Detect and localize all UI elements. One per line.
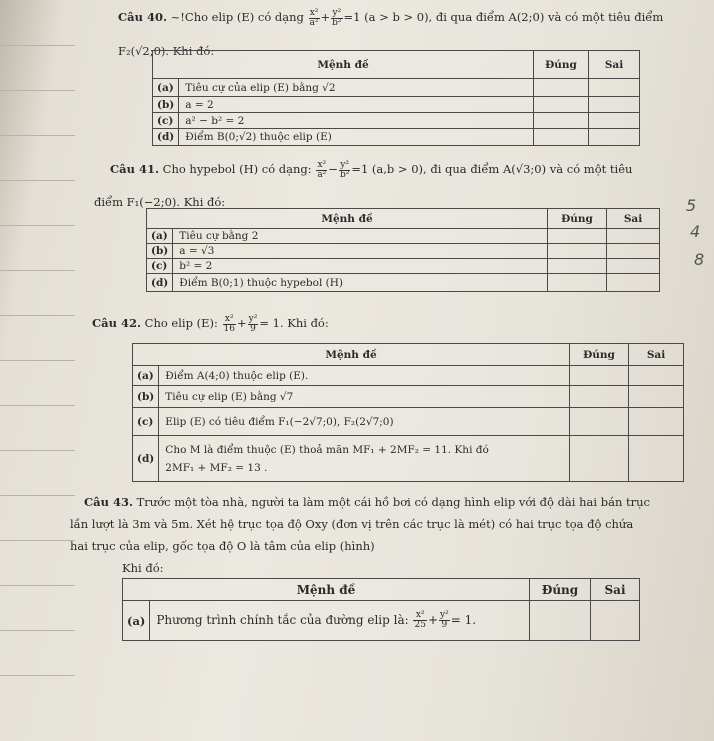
question-43-line-4: Khi đó:: [122, 561, 164, 575]
q40-answer-cell[interactable]: [589, 129, 640, 146]
q40-header-false: Sai: [589, 51, 640, 79]
q41-answer-cell[interactable]: [607, 244, 660, 259]
question-40-text-b: =1 (a > b > 0), đi qua điểm A(2;0) và có một tiêu điểm: [343, 10, 664, 24]
q42-row: (b) Tiêu cự elip (E) bằng √7: [133, 386, 684, 408]
q43-fraction-x: $\frac{\text{x²}}{25}$: [414, 610, 426, 630]
question-40-table: [152, 50, 640, 146]
q42-fraction-x: $\frac{\text{x²}}{16}$: [223, 313, 235, 334]
q41-row: (d) Điểm B(0;1) thuộc hypebol (H): [147, 274, 660, 292]
question-41-text-a: Cho hypebol (H) có dạng:: [162, 162, 312, 176]
q41-row: (b) a = √3: [147, 244, 660, 259]
question-43-line-3: hai trục của elip, gốc tọa độ O là tâm của elip (hình): [70, 539, 375, 553]
q42-header-true: Đúng: [570, 344, 629, 366]
question-40: Câu 40. ~!Cho elip (E) có dạng $\frac{\text{x²}}{\text{a²}}$ + $\frac{\text{y²}}{\text{b²}}$ =1 (a > b > 0), đi qua điểm A(2;0) và có một tiêu điểm: [118, 7, 664, 28]
q40-fraction-x: $\frac{\text{x²}}{\text{a²}}$: [309, 7, 319, 28]
q40-row: (b) a = 2: [153, 97, 640, 113]
q42-answer-cell[interactable]: [570, 436, 629, 482]
q42-answer-cell[interactable]: [629, 386, 684, 408]
q43-header-true: Đúng: [530, 579, 591, 601]
handwritten-note-8: 8: [694, 250, 705, 269]
question-40-text-c: F₂(√2;0). Khi đó:: [118, 44, 215, 58]
q40-answer-cell[interactable]: [589, 97, 640, 113]
q43-answer-cell[interactable]: [591, 601, 640, 641]
q42-answer-cell[interactable]: [570, 366, 629, 386]
q42-row: (a) Điểm A(4;0) thuộc elip (E).: [133, 366, 684, 386]
handwritten-note-5: 5: [686, 196, 697, 215]
question-42-title: Câu 42.: [92, 316, 141, 330]
q41-row: (c) b² = 2: [147, 259, 660, 274]
q43-header-false: Sai: [591, 579, 640, 601]
q42-header-statement: Mệnh đề: [133, 344, 570, 366]
question-40-title: Câu 40.: [118, 10, 167, 24]
q41-answer-cell[interactable]: [548, 244, 607, 259]
question-41-text-c: điểm F₁(−2;0). Khi đó:: [94, 195, 226, 209]
q40-answer-cell[interactable]: [534, 97, 589, 113]
q40-fraction-y: $\frac{\text{y²}}{\text{b²}}$: [332, 7, 342, 28]
q41-answer-cell[interactable]: [548, 274, 607, 292]
q40-header-statement: Mệnh đề: [153, 51, 534, 79]
q40-row: (a) Tiêu cự của elip (E) bằng √2: [153, 79, 640, 97]
question-41-table: [146, 208, 660, 292]
q41-answer-cell[interactable]: [548, 259, 607, 274]
q42-answer-cell[interactable]: [570, 408, 629, 436]
q41-header-false: Sai: [607, 209, 660, 229]
question-40-text-a: ~!Cho elip (E) có dạng: [170, 10, 304, 24]
handwritten-note-4: 4: [690, 222, 701, 241]
q43-answer-cell[interactable]: [530, 601, 591, 641]
q40-answer-cell[interactable]: [589, 79, 640, 97]
question-42: Câu 42. Cho elip (E): $\frac{\text{x²}}{16}$ + $\frac{\text{y²}}{9}$ = 1. Khi đó:: [92, 313, 329, 334]
question-42-text-a: Cho elip (E):: [144, 316, 218, 330]
question-43-line-2: lần lượt là 3m và 5m. Xét hệ trục tọa độ Oxy (đơn vị trên các trục là mét) có hai trục tọa độ chứa: [70, 517, 634, 531]
q42-answer-cell[interactable]: [629, 366, 684, 386]
question-43-table: [122, 578, 640, 641]
q42-row: (d) Cho M là điểm thuộc (E) thoả mãn MF₁ + 2MF₂ = 11. Khi đó 2MF₁ + MF₂ = 13 .: [133, 436, 684, 482]
q41-header-statement: Mệnh đề: [147, 209, 548, 229]
question-41: Câu 41. Cho hypebol (H) có dạng: $\frac{\text{x²}}{\text{a²}}$ − $\frac{\text{y²}}{\text{b²}}$ =1 (a,b > 0), đi qua điểm A(√3;0) và có một tiêu: [110, 159, 633, 180]
question-41-title: Câu 41.: [110, 162, 159, 176]
q40-row: (c) a² − b² = 2: [153, 113, 640, 129]
q40-answer-cell[interactable]: [534, 113, 589, 129]
question-43: [70, 491, 709, 579]
q42-answer-cell[interactable]: [629, 436, 684, 482]
q42-answer-cell[interactable]: [570, 386, 629, 408]
q42-fraction-y: $\frac{\text{y²}}{9}$: [248, 313, 258, 334]
q40-row: (d) Điểm B(0;√2) thuộc elip (E): [153, 129, 640, 146]
q42-answer-cell[interactable]: [629, 408, 684, 436]
q42-header-false: Sai: [629, 344, 684, 366]
question-41-text-b: =1 (a,b > 0), đi qua điểm A(√3;0) và có một tiêu: [351, 162, 633, 176]
q41-answer-cell[interactable]: [607, 274, 660, 292]
question-43-line-1: Câu 43. Trước một tòa nhà, người ta làm một cái hồ bơi có dạng hình elip với độ dài hai bán trục: [84, 495, 650, 509]
q41-answer-cell[interactable]: [548, 229, 607, 244]
q43-fraction-y: $\frac{\text{y²}}{9}$: [440, 610, 449, 630]
q41-row: (a) Tiêu cự bằng 2: [147, 229, 660, 244]
q40-answer-cell[interactable]: [534, 129, 589, 146]
q40-header-true: Đúng: [534, 51, 589, 79]
q42-row: (c) Elip (E) có tiêu điểm F₁(−2√7;0), F₂(2√7;0): [133, 408, 684, 436]
q41-header-true: Đúng: [548, 209, 607, 229]
q41-answer-cell[interactable]: [607, 259, 660, 274]
q43-header-statement: Mệnh đề: [123, 579, 530, 601]
q41-fraction-x: $\frac{\text{x²}}{\text{a²}}$: [317, 159, 327, 180]
q41-answer-cell[interactable]: [607, 229, 660, 244]
q40-answer-cell[interactable]: [534, 79, 589, 97]
q43-row: (a) Phương trình chính tắc của đường elip là: $\frac{\text{x²}}{25}$ + $\frac{\text{y²}}{9}$ = 1.: [123, 601, 640, 641]
q40-answer-cell[interactable]: [589, 113, 640, 129]
question-42-text-b: = 1. Khi đó:: [259, 316, 329, 330]
question-42-table: [132, 343, 684, 482]
q41-fraction-y: $\frac{\text{y²}}{\text{b²}}$: [339, 159, 350, 180]
